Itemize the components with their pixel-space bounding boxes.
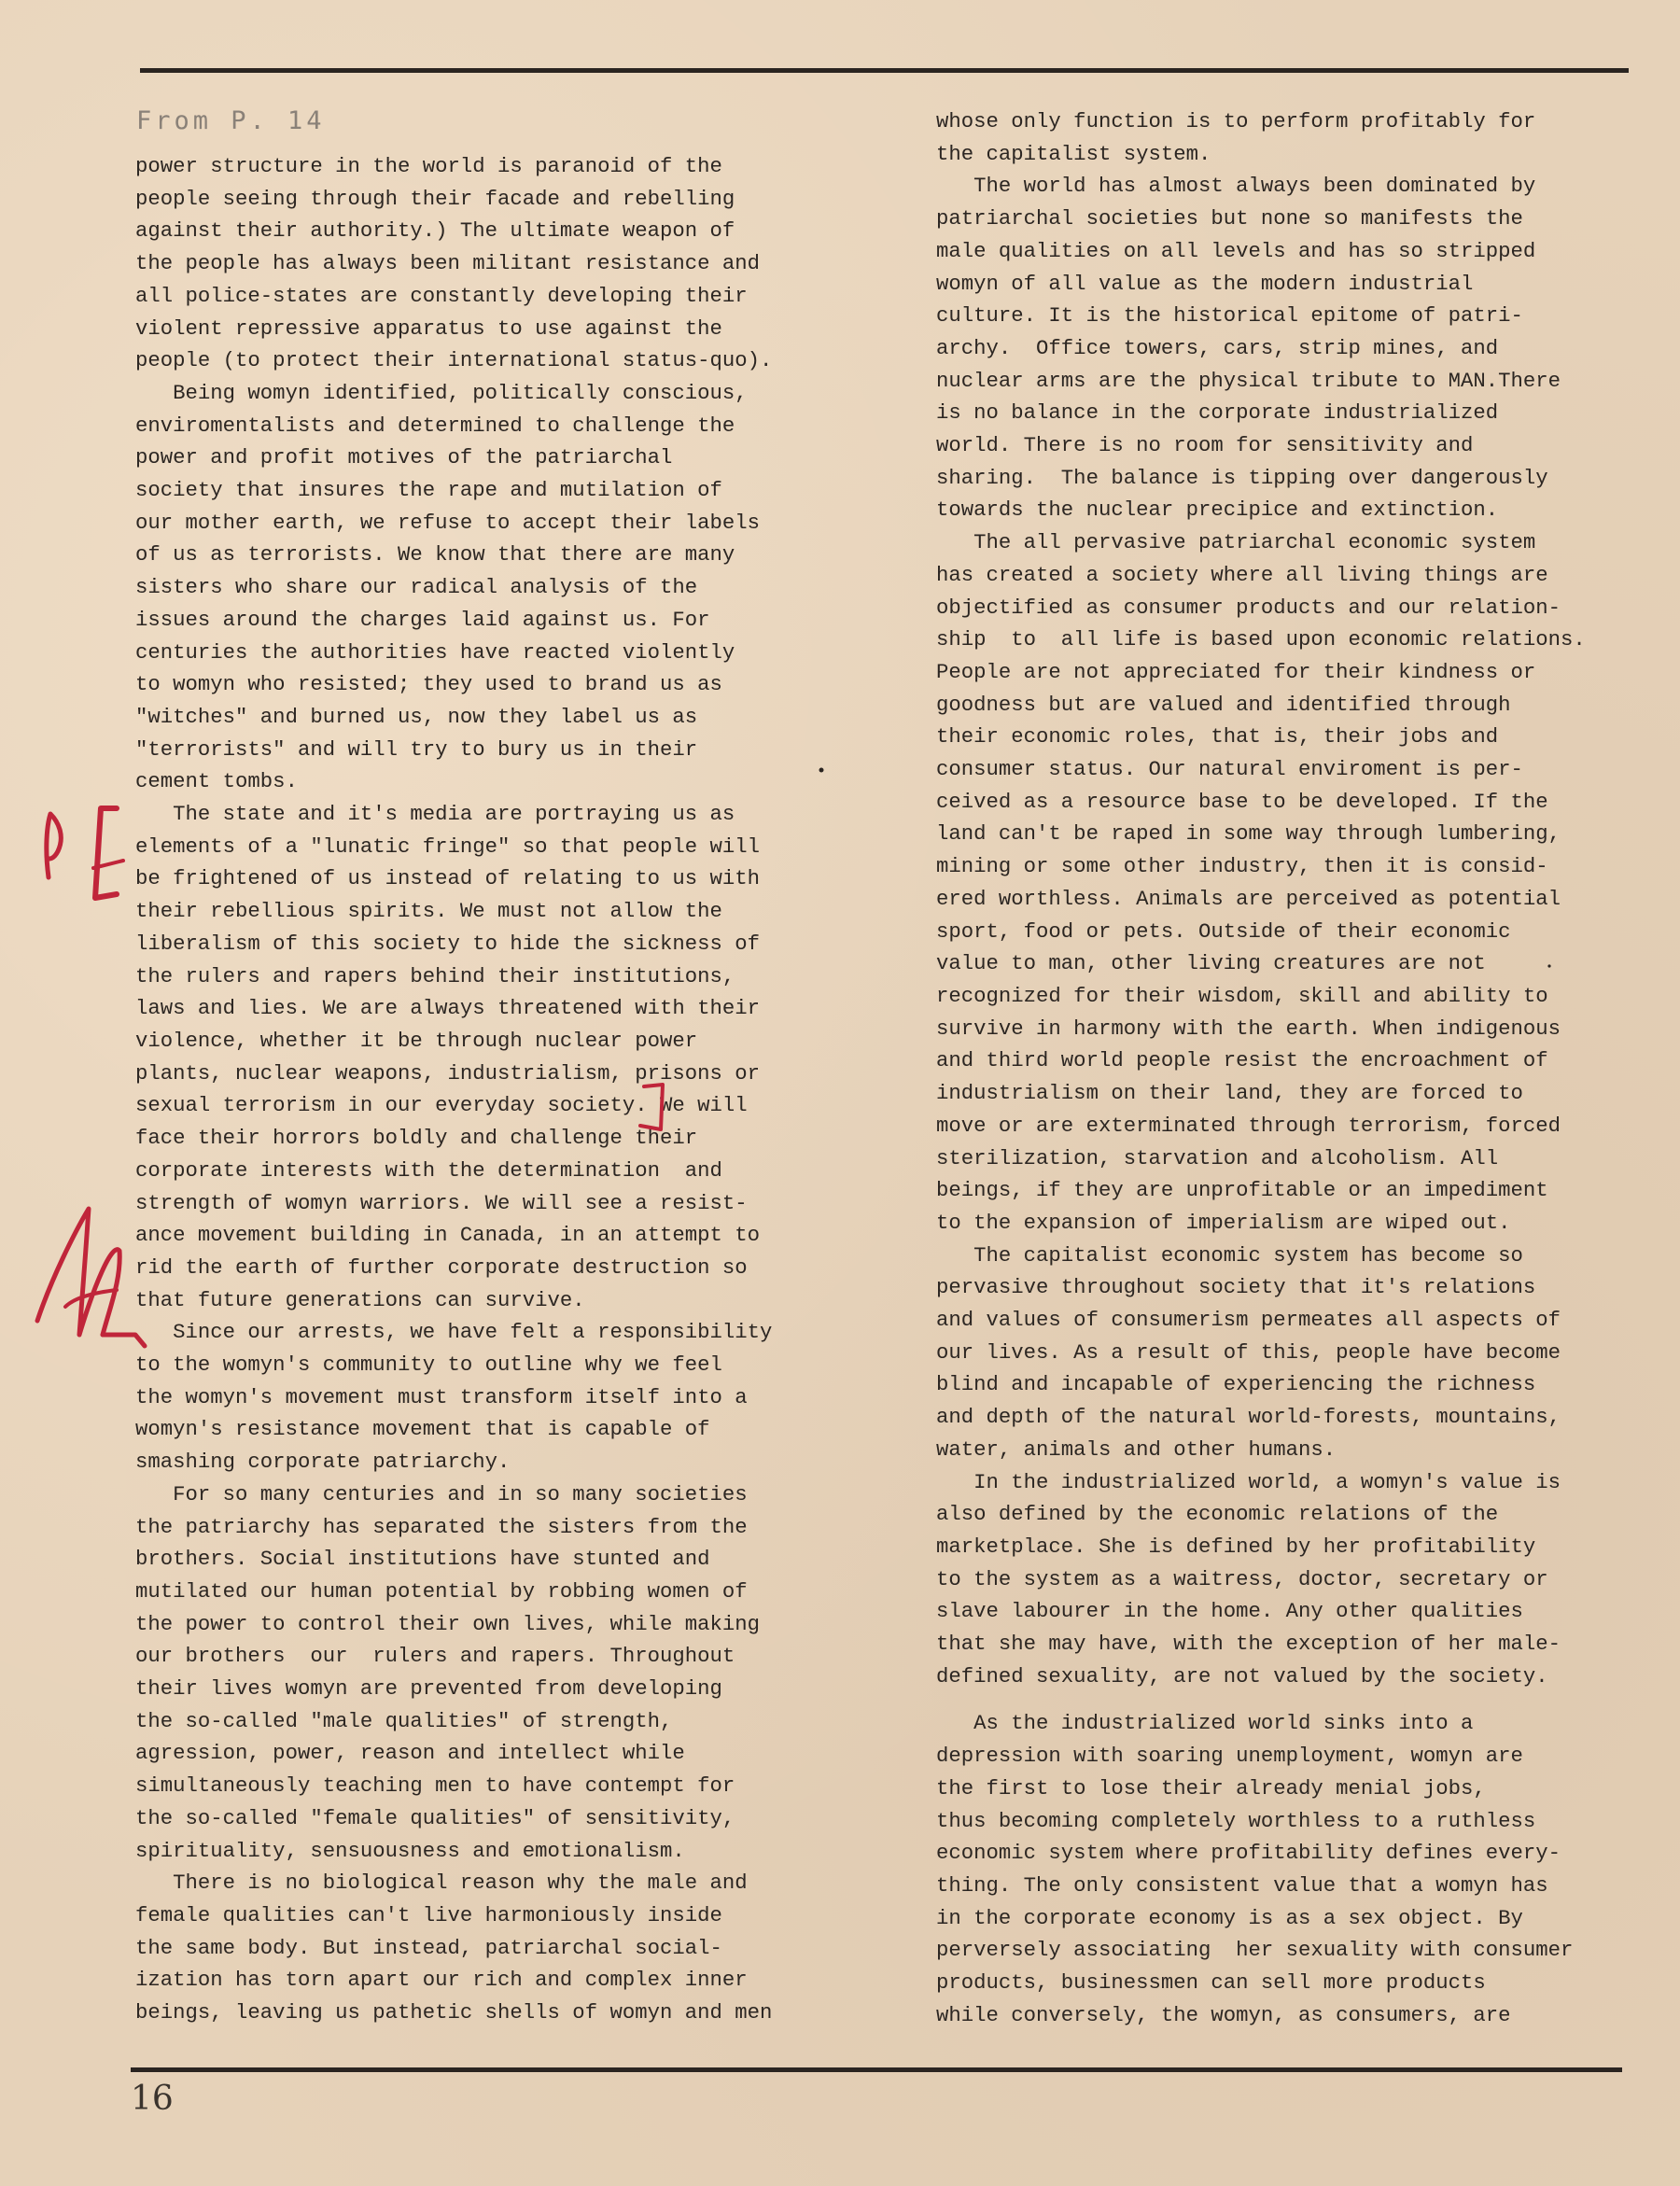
right-column-line: while conversely, the womyn, as consumers, are <box>936 2002 1511 2027</box>
left-column-line: sisters who share our radical analysis of the <box>135 575 698 600</box>
right-column-line: and values of consumerism permeates all aspects of <box>936 1308 1561 1333</box>
right-column-line: nuclear arms are the physical tribute to MAN.There <box>936 368 1561 393</box>
right-column-line: pervasive throughout society that it's relations <box>936 1275 1536 1300</box>
continuation-label: From P. 14 <box>136 106 326 135</box>
right-column-line: recognized for their wisdom, skill and ability to <box>936 983 1548 1008</box>
right-column-line: goodness but are valued and identified through <box>936 692 1511 717</box>
right-column-line: in the corporate economy is as a sex object. By <box>936 1905 1523 1930</box>
right-column-line: economic system where profitability defines every- <box>936 1841 1561 1866</box>
left-column-line: be frightened of us instead of relating to us with <box>135 866 761 891</box>
right-column-line: survive in harmony with the earth. When indigenous <box>936 1016 1561 1041</box>
right-column-line: ship to all life is based upon economic relations. <box>936 627 1586 652</box>
right-column-line: their economic roles, that is, their jobs and <box>936 724 1499 750</box>
right-column-line: depression with soaring unemployment, womyn are <box>936 1744 1523 1769</box>
right-column-line: As the industrialized world sinks into a <box>936 1711 1474 1736</box>
right-column-line: to the system as a waitress, doctor, secretary or <box>936 1566 1548 1591</box>
right-column-line: objectified as consumer products and our relation- <box>936 595 1561 620</box>
right-column-line: People are not appreciated for their kindness or <box>936 659 1536 684</box>
right-column-line: sterilization, starvation and alcoholism. All <box>936 1145 1499 1170</box>
left-column-line: the womyn's movement must transform itself into a <box>135 1384 748 1409</box>
left-column-line: society that insures the rape and mutilation of <box>135 478 722 503</box>
left-column-line: to womyn who resisted; they used to brand us as <box>135 672 722 697</box>
right-column-line: culture. It is the historical epitome of patri- <box>936 303 1523 329</box>
page-number: 16 <box>131 2080 174 2118</box>
left-column-line: violent repressive apparatus to use against the <box>135 315 722 341</box>
right-column-line: water, animals and other humans. <box>936 1436 1337 1462</box>
right-column-line: industrialism on their land, they are forced to <box>936 1081 1523 1106</box>
right-column-line: The all pervasive patriarchal economic system <box>936 530 1536 555</box>
left-column-line: smashing corporate patriarchy. <box>135 1450 511 1475</box>
left-column-line: elements of a "lunatic fringe" so that people will <box>135 834 761 859</box>
right-column-line: blind and incapable of experiencing the richness <box>936 1372 1536 1397</box>
left-column-line: liberalism of this society to hide the sickness of <box>135 931 761 956</box>
right-column-line: world. There is no room for sensitivity and <box>936 433 1474 458</box>
left-column-line: agression, power, reason and intellect while <box>135 1741 685 1766</box>
right-column-line: thing. The only consistent value that a womyn has <box>936 1872 1548 1898</box>
right-column-line: The world has almost always been dominated by <box>936 174 1536 199</box>
left-column-line: power and profit motives of the patriarchal <box>135 445 673 470</box>
left-column-line: "terrorists" and will try to bury us in their <box>135 736 698 762</box>
right-column-line: value to man, other living creatures are not <box>936 951 1486 976</box>
right-column-line: In the industrialized world, a womyn's value is <box>936 1469 1561 1494</box>
left-column-line: ance movement building in Canada, in an attempt to <box>135 1223 761 1248</box>
left-column-line: ization has torn apart our rich and complex inner <box>135 1968 748 1993</box>
right-column-line: The capitalist economic system has become so <box>936 1242 1523 1268</box>
left-column-line: centuries the authorities have reacted violently <box>135 639 735 665</box>
right-column-line: products, businessmen can sell more products <box>936 1970 1486 1996</box>
right-column-line: marketplace. She is defined by her profitability <box>936 1534 1536 1559</box>
left-column-line: The state and it's media are portraying us as <box>135 802 735 827</box>
paragraph-bracket-icon <box>95 808 117 898</box>
right-column-line: patriarchal societies but none so manifests the <box>936 206 1523 231</box>
left-column-line: the same body. But instead, patriarchal social- <box>135 1935 722 1960</box>
right-column-line: male qualities on all levels and has so stripped <box>936 238 1536 263</box>
insertion-bracket-icon <box>640 1085 663 1129</box>
left-column-line: corporate interests with the determination and <box>135 1157 722 1183</box>
left-column-line: to the womyn's community to outline why we feel <box>135 1352 722 1378</box>
stray-marks <box>819 768 1551 968</box>
left-column-line: Since our arrests, we have felt a responsibility <box>135 1320 773 1345</box>
right-column-line: slave labourer in the home. Any other qualities <box>936 1599 1523 1624</box>
left-column-line: Being womyn identified, politically conscious, <box>135 380 748 405</box>
left-column-line: the so-called "female qualities" of sensitivity, <box>135 1805 735 1830</box>
right-column-line: ceived as a resource base to be developed. If the <box>936 789 1548 814</box>
left-column-line: strength of womyn warriors. We will see a resist- <box>135 1190 748 1215</box>
left-column-line: simultaneously teaching men to have contempt for <box>135 1773 735 1799</box>
right-column-line: towards the nuclear precipice and extinction. <box>936 497 1499 523</box>
left-column-line: their lives womyn are prevented from developing <box>135 1676 722 1702</box>
right-column-line: the first to lose their already menial jobs, <box>936 1775 1486 1801</box>
left-column-line: plants, nuclear weapons, industrialism, prisons or <box>135 1060 761 1086</box>
left-column-line: enviromentalists and determined to challenge the <box>135 413 735 438</box>
left-column-line: that future generations can survive. <box>135 1287 585 1312</box>
left-column-line: our mother earth, we refuse to accept their labels <box>135 510 761 535</box>
right-column-line: and third world people resist the encroachment of <box>936 1048 1548 1073</box>
left-column-line: all police-states are constantly developing their <box>135 283 748 308</box>
left-column-line: the so-called "male qualities" of strength, <box>135 1708 673 1733</box>
left-column-line: issues around the charges laid against us. For <box>135 607 710 632</box>
right-column-line: land can't be raped in some way through lumbering, <box>936 821 1561 847</box>
left-column-line: violence, whether it be through nuclear power <box>135 1028 698 1053</box>
right-column-line: has created a society where all living things are <box>936 562 1548 587</box>
right-column-line: sharing. The balance is tipping over dangerously <box>936 465 1548 490</box>
paragraph-bracket-icon <box>103 1335 145 1346</box>
left-column-line: rid the earth of further corporate destruction so <box>135 1254 748 1280</box>
left-column-line: beings, leaving us pathetic shells of womyn and men <box>135 2000 773 2025</box>
left-column-line: our brothers our rulers and rapers. Throughout <box>135 1644 735 1669</box>
right-column-line: our lives. As a result of this, people have become <box>936 1339 1561 1365</box>
right-column-line: consumer status. Our natural enviroment is per- <box>936 757 1523 782</box>
paragraph-mark-icon <box>47 814 61 877</box>
left-column-line: "witches" and burned us, now they label us as <box>135 704 698 729</box>
right-column-line: thus becoming completely worthless to a ruthless <box>936 1808 1536 1833</box>
right-column-line: that she may have, with the exception of her male- <box>936 1632 1561 1657</box>
left-column-line: cement tombs. <box>135 769 298 794</box>
right-column-line: move or are exterminated through terrorism, forced <box>936 1113 1561 1138</box>
left-column-line: the rulers and rapers behind their institutions, <box>135 963 735 988</box>
right-column-line: to the expansion of imperialism are wiped out. <box>936 1210 1511 1235</box>
right-column-line: perversely associating her sexuality with consumer <box>936 1938 1574 1963</box>
right-column-line: sport, food or pets. Outside of their economic <box>936 918 1511 944</box>
left-column-line: the people has always been militant resistance and <box>135 251 761 276</box>
right-column-line: ered worthless. Animals are perceived as potential <box>936 886 1561 911</box>
right-column-line: mining or some other industry, then it is consid- <box>936 854 1548 879</box>
left-column-line: against their authority.) The ultimate weapon of <box>135 218 735 244</box>
right-column-line: also defined by the economic relations of the <box>936 1502 1499 1527</box>
left-column-line: There is no biological reason why the male and <box>135 1871 748 1896</box>
right-column-line: and depth of the natural world-forests, mountains, <box>936 1405 1561 1430</box>
left-column-line: For so many centuries and in so many societies <box>135 1481 748 1506</box>
left-column-line: spirituality, sensuousness and emotionalism. <box>135 1838 685 1863</box>
left-column-line: the power to control their own lives, while making <box>135 1611 761 1636</box>
left-column-line: people (to protect their international status-quo). <box>135 348 773 373</box>
left-column-line: face their horrors boldly and challenge their <box>135 1126 698 1151</box>
left-column-line: womyn's resistance movement that is capable of <box>135 1417 710 1442</box>
right-column-line: defined sexuality, are not valued by the society. <box>936 1663 1548 1689</box>
right-column-line: the capitalist system. <box>936 141 1211 166</box>
right-column-line: whose only function is to perform profitably for <box>936 109 1536 133</box>
right-column-line: is no balance in the corporate industrialized <box>936 400 1499 426</box>
left-column-line: of us as terrorists. We know that there are many <box>135 542 735 568</box>
scrawl-mark-icon <box>37 1209 119 1335</box>
left-column-line: people seeing through their facade and rebelling <box>135 186 735 211</box>
left-column-line: brothers. Social institutions have stunted and <box>135 1547 710 1572</box>
right-column-line: womyn of all value as the modern industrial <box>936 271 1474 296</box>
right-column-line: beings, if they are unprofitable or an impediment <box>936 1178 1548 1203</box>
left-column-line: their rebellious spirits. We must not allow the <box>135 899 722 924</box>
left-column-line: sexual terrorism in our everyday society. We will <box>135 1093 748 1118</box>
right-column-line: archy. Office towers, cars, strip mines, and <box>936 335 1499 360</box>
left-column-line: female qualities can't live harmoniously inside <box>135 1902 722 1927</box>
left-column-line: mutilated our human potential by robbing women of <box>135 1578 748 1604</box>
left-column-line: laws and lies. We are always threatened with their <box>135 996 761 1021</box>
left-column-line: the patriarchy has separated the sisters from the <box>135 1514 748 1539</box>
left-column-line: power structure in the world is paranoid of the <box>135 154 722 178</box>
